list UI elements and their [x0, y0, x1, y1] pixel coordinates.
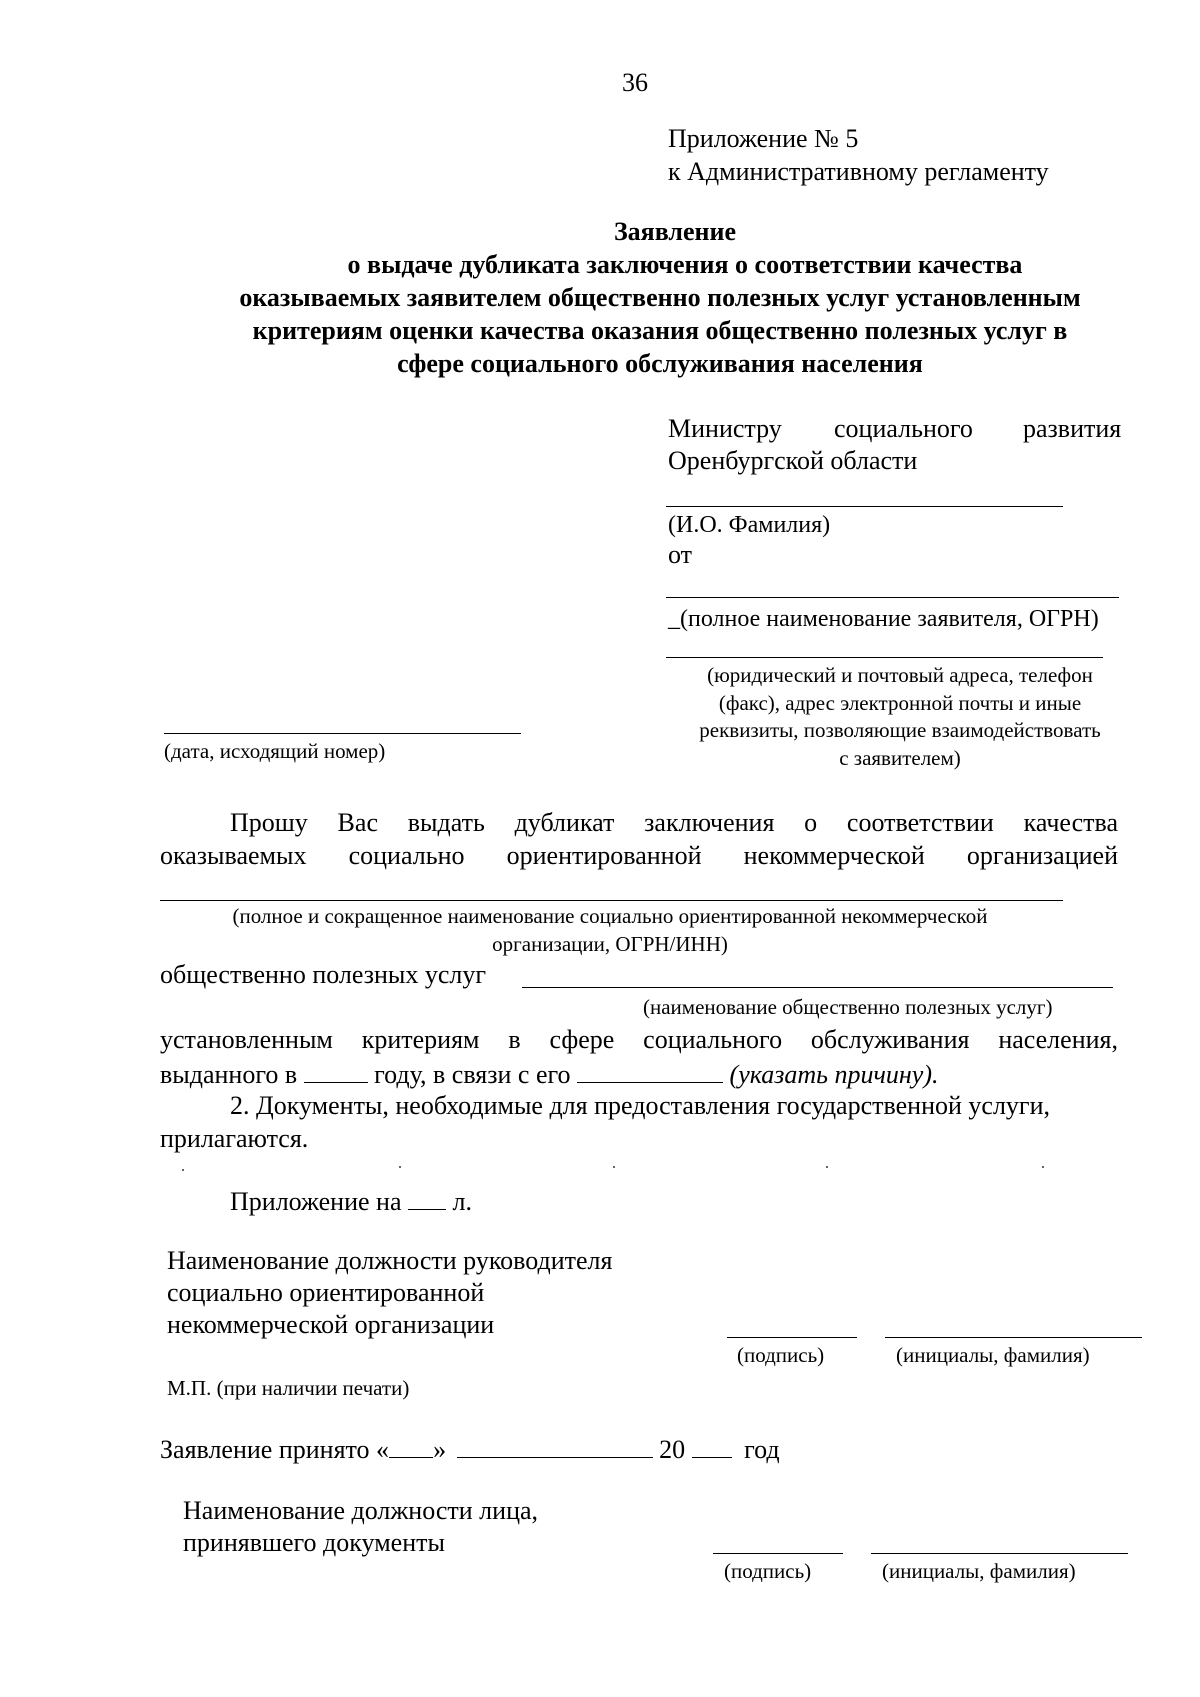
date-number-caption: (дата, исходящий номер): [164, 739, 386, 763]
issued-reason-label: году, в связи с его: [374, 1060, 571, 1089]
accepted-day-blank: [389, 1431, 433, 1458]
head-position-line-2: социально ориентированной: [167, 1278, 485, 1307]
issued-year-blank: [304, 1056, 368, 1083]
stamp-note: М.П. (при наличии печати): [167, 1376, 410, 1400]
scan-dot: [826, 1166, 828, 1168]
accepted-year-blank: [692, 1431, 732, 1458]
head-position-line-1: Наименование должности руководителя: [167, 1246, 613, 1275]
scan-dot: [1042, 1166, 1044, 1168]
services-label: общественно полезных услуг: [160, 960, 487, 989]
attachment-pages-blank: [408, 1183, 446, 1210]
documents-line-1: 2. Документы, необходимые для предоставления государственной услуги,: [230, 1091, 1050, 1120]
appendix-number: Приложение № 5: [668, 124, 859, 153]
receiver-signature-line: [713, 1553, 843, 1554]
criteria-line: установленным критериям в сфере социального обслуживания населения,: [160, 1025, 1118, 1054]
accepted-label: Заявление принято «: [160, 1435, 390, 1464]
date-number-line: [164, 733, 521, 734]
issued-label: выданного в: [160, 1060, 298, 1089]
organization-caption-1: (полное и сокращенное наименование социально ориентированной некоммерческой: [232, 904, 988, 928]
attachment-line: [230, 1183, 472, 1219]
issued-line: [160, 1056, 939, 1092]
scan-dot: [182, 1169, 184, 1171]
address-caption-3: реквизиты, позволяющие взаимодействовать: [699, 718, 1101, 742]
head-signature-line: [727, 1337, 857, 1338]
request-line-2: оказываемых социально ориентированной некоммерческой организацией: [160, 841, 1118, 870]
address-caption-4: с заявителем): [839, 746, 961, 770]
address-caption-1: (юридический и почтовый адреса, телефон: [707, 663, 1093, 687]
receiver-name-caption: (инициалы, фамилия): [882, 1559, 1076, 1583]
head-signature-caption: (подпись): [737, 1343, 825, 1367]
title-line-4: сфере социального обслуживания населения: [397, 349, 923, 378]
from-label: от: [668, 540, 693, 569]
title-line-1: о выдаче дубликата заключения о соответствии качества: [347, 250, 1023, 279]
title-line-3: критериям оценки качества оказания общественно полезных услуг в: [252, 316, 1068, 345]
reason-blank: [577, 1056, 723, 1083]
document-title: Заявление: [613, 217, 737, 246]
address-caption-2: (факс), адрес электронной почты и иные: [718, 691, 1082, 715]
scan-dot: [613, 1166, 615, 1168]
accepted-century: 20: [659, 1435, 686, 1464]
addressee-region: Оренбургской области: [668, 446, 918, 475]
head-name-line: [885, 1337, 1142, 1338]
official-name-caption: (И.О. Фамилия): [668, 512, 831, 538]
scan-dot: [399, 1166, 401, 1168]
addressee-word-3: развития: [1023, 414, 1122, 443]
head-position-line-3: некоммерческой организации: [167, 1310, 495, 1339]
applicant-name-line: [666, 597, 1119, 598]
documents-line-2: прилагаются.: [160, 1124, 309, 1153]
receiver-signature-caption: (подпись): [724, 1559, 812, 1583]
page-number: 36: [622, 68, 648, 97]
reason-hint: (указать причину).: [729, 1060, 939, 1089]
title-line-2: оказываемых заявителем общественно полезных услуг установленным: [239, 283, 1081, 312]
addressee-word-2: социального: [834, 414, 973, 443]
official-name-line: [666, 506, 1063, 507]
accepted-line: [160, 1431, 780, 1467]
receiver-position-line-2: принявшего документы: [183, 1528, 445, 1557]
appendix-reference: к Административному регламенту: [668, 157, 1049, 186]
applicant-address-line: [666, 657, 1103, 658]
accepted-year-label: год: [744, 1435, 780, 1464]
accepted-quote-close: »: [433, 1435, 447, 1464]
applicant-caption: _(полное наименование заявителя, ОГРН): [668, 606, 1099, 632]
organization-caption-2: организации, ОГРН/ИНН): [492, 932, 728, 956]
services-caption: (наименование общественно полезных услуг): [643, 995, 1053, 1019]
receiver-name-line: [871, 1553, 1128, 1554]
attachment-label: Приложение на: [230, 1187, 402, 1216]
services-name-line: [522, 987, 1113, 988]
request-line-1: Прошу Вас выдать дубликат заключения о соответствии качества: [230, 808, 1118, 837]
addressee-word-1: Министру: [668, 414, 782, 443]
organization-name-line: [160, 900, 1063, 901]
head-name-caption: (инициалы, фамилия): [896, 1343, 1090, 1367]
receiver-position-line-1: Наименование должности лица,: [183, 1496, 539, 1525]
attachment-unit: л.: [452, 1187, 472, 1216]
accepted-month-blank: [457, 1431, 653, 1458]
